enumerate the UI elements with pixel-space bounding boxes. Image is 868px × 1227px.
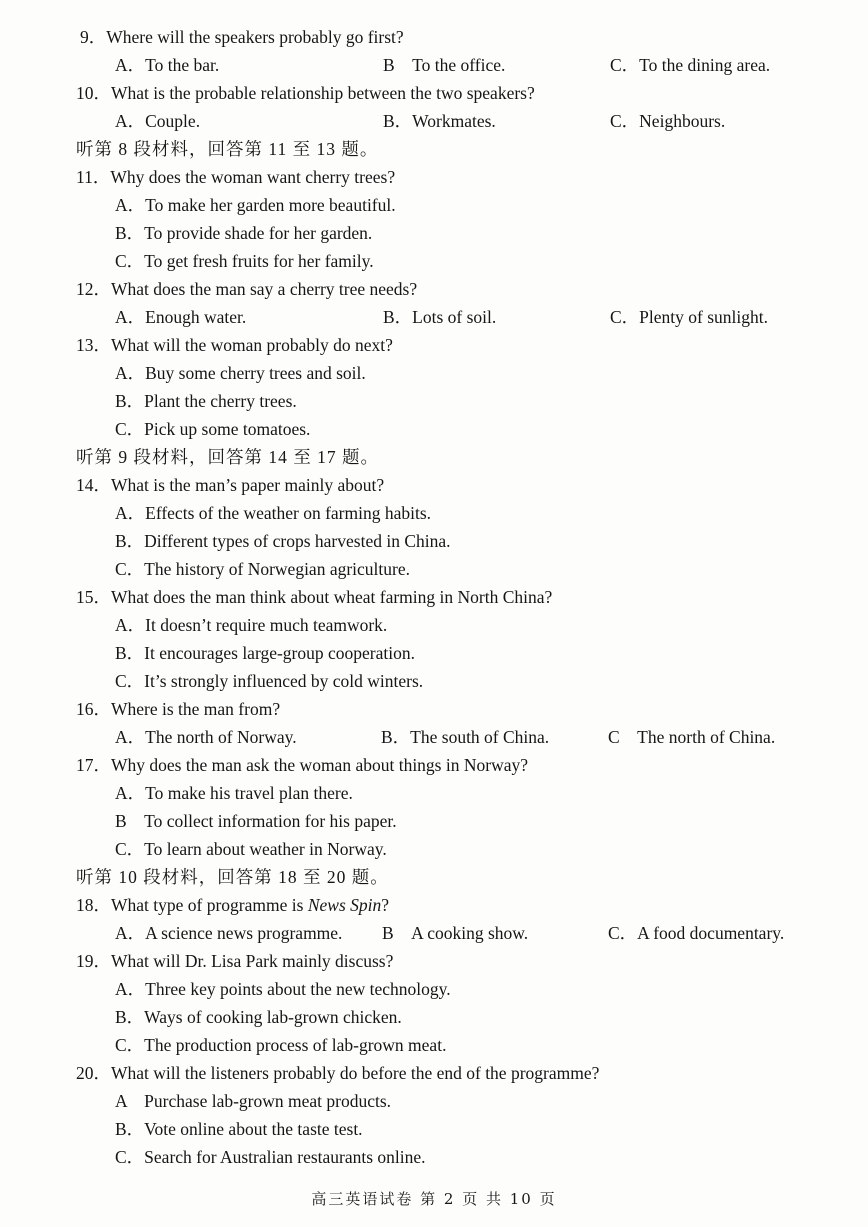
- question-mark: ?: [381, 895, 390, 915]
- page-footer: 高三英语试卷 第 2 页 共 10 页: [311, 1190, 557, 1208]
- option: A．To make his travel plan there.: [115, 783, 353, 803]
- option-row: [0, 556, 868, 582]
- option-row: [0, 500, 868, 526]
- option: C．To the dining area.: [610, 55, 771, 75]
- question-row: [0, 276, 868, 302]
- question-text: 16．Where is the man from?: [76, 699, 281, 719]
- option: C．Neighbours.: [610, 111, 726, 131]
- option-row: [0, 248, 868, 274]
- option: C．To get fresh fruits for her family.: [115, 251, 374, 271]
- option-row: [0, 220, 868, 246]
- question-row: [0, 332, 868, 358]
- option-row: [0, 192, 868, 218]
- question-text: 10．What is the probable relationship between the two speakers?: [76, 83, 535, 103]
- section-heading: [0, 864, 868, 890]
- option-row: [0, 1004, 868, 1030]
- option-row: [0, 976, 868, 1002]
- option-row: [0, 1032, 868, 1058]
- options-row: [0, 108, 868, 134]
- section-text: 听第 9 段材料，回答第 14 至 17 题。: [76, 447, 379, 467]
- option: C．To learn about weather in Norway.: [115, 839, 387, 859]
- option: B To the office.: [383, 55, 506, 75]
- option-row: [0, 1088, 868, 1114]
- options-row: [0, 304, 868, 330]
- options-row: [0, 724, 868, 750]
- option: A．A science news programme.: [115, 923, 343, 943]
- question-row: [0, 1060, 868, 1086]
- option: C．The production process of lab-grown meat.: [115, 1035, 447, 1055]
- option: A Purchase lab-grown meat products.: [115, 1091, 392, 1111]
- option: C．It’s strongly influenced by cold winters.: [115, 671, 424, 691]
- option-row: [0, 612, 868, 638]
- option-row: [0, 836, 868, 862]
- option: C The north of China.: [608, 727, 776, 747]
- option: B To collect information for his paper.: [115, 811, 397, 831]
- option-row: [0, 1144, 868, 1170]
- option: A．Buy some cherry trees and soil.: [115, 363, 366, 383]
- section-text: 听第 10 段材料，回答第 18 至 20 题。: [76, 867, 389, 887]
- option: B．To provide shade for her garden.: [115, 223, 373, 243]
- question-row: [0, 164, 868, 190]
- question-row: [0, 24, 868, 50]
- question-text: [76, 892, 389, 918]
- option: A．Three key points about the new technology.: [115, 979, 451, 999]
- question-row: [0, 472, 868, 498]
- question-text: 20．What will the listeners probably do before the end of the programme?: [76, 1063, 600, 1083]
- option: A．Couple.: [115, 111, 201, 131]
- section-heading: [0, 136, 868, 162]
- option: B．Plant the cherry trees.: [115, 391, 297, 411]
- option-row: [0, 808, 868, 834]
- options-row: [0, 920, 868, 946]
- option: C．Plenty of sunlight.: [610, 307, 768, 327]
- option-row: [0, 640, 868, 666]
- option-row: [0, 388, 868, 414]
- option: C．The history of Norwegian agriculture.: [115, 559, 410, 579]
- question-text: 11．Why does the woman want cherry trees?: [76, 167, 396, 187]
- option: A．Enough water.: [115, 307, 247, 327]
- option-row: [0, 360, 868, 386]
- option: B．Workmates.: [383, 111, 496, 131]
- option: B A cooking show.: [382, 923, 529, 943]
- option: A．It doesn’t require much teamwork.: [115, 615, 388, 635]
- option: A．To the bar.: [115, 55, 220, 75]
- option: B．The south of China.: [381, 727, 550, 747]
- options-row: [0, 52, 868, 78]
- question-text: 19．What will Dr. Lisa Park mainly discuss?: [76, 951, 394, 971]
- option-row: [0, 1116, 868, 1142]
- question-text-part: 18．What type of programme is: [76, 895, 308, 915]
- section-text: 听第 8 段材料，回答第 11 至 13 题。: [76, 139, 379, 159]
- option-row: [0, 528, 868, 554]
- question-text: 17．Why does the man ask the woman about things in Norway?: [76, 755, 528, 775]
- section-heading: [0, 444, 868, 470]
- question-text: 12．What does the man say a cherry tree needs?: [76, 279, 418, 299]
- question-text: 14．What is the man’s paper mainly about?: [76, 475, 385, 495]
- question-text: 9．Where will the speakers probably go first?: [80, 27, 404, 47]
- question-row: [0, 80, 868, 106]
- option: A．To make her garden more beautiful.: [115, 195, 396, 215]
- option: B．It encourages large-group cooperation.: [115, 643, 415, 663]
- option: B．Lots of soil.: [383, 307, 497, 327]
- option: B．Ways of cooking lab-grown chicken.: [115, 1007, 402, 1027]
- question-row: [0, 948, 868, 974]
- question-row: [0, 696, 868, 722]
- option: A．Effects of the weather on farming habits.: [115, 503, 432, 523]
- option: B．Vote online about the taste test.: [115, 1119, 363, 1139]
- question-text: 13．What will the woman probably do next?: [76, 335, 393, 355]
- question-text: 15．What does the man think about wheat farming in North China?: [76, 587, 553, 607]
- question-row: [0, 752, 868, 778]
- option-row: [0, 668, 868, 694]
- question-row: [0, 584, 868, 610]
- option-row: [0, 416, 868, 442]
- programme-title: News Spin: [307, 895, 382, 915]
- question-row: [0, 892, 868, 918]
- option: C．Search for Australian restaurants online.: [115, 1147, 426, 1167]
- option-row: [0, 780, 868, 806]
- option: A．The north of Norway.: [115, 727, 297, 747]
- option: C．A food documentary.: [608, 923, 785, 943]
- option: C．Pick up some tomatoes.: [115, 419, 311, 439]
- option: B．Different types of crops harvested in China.: [115, 531, 451, 551]
